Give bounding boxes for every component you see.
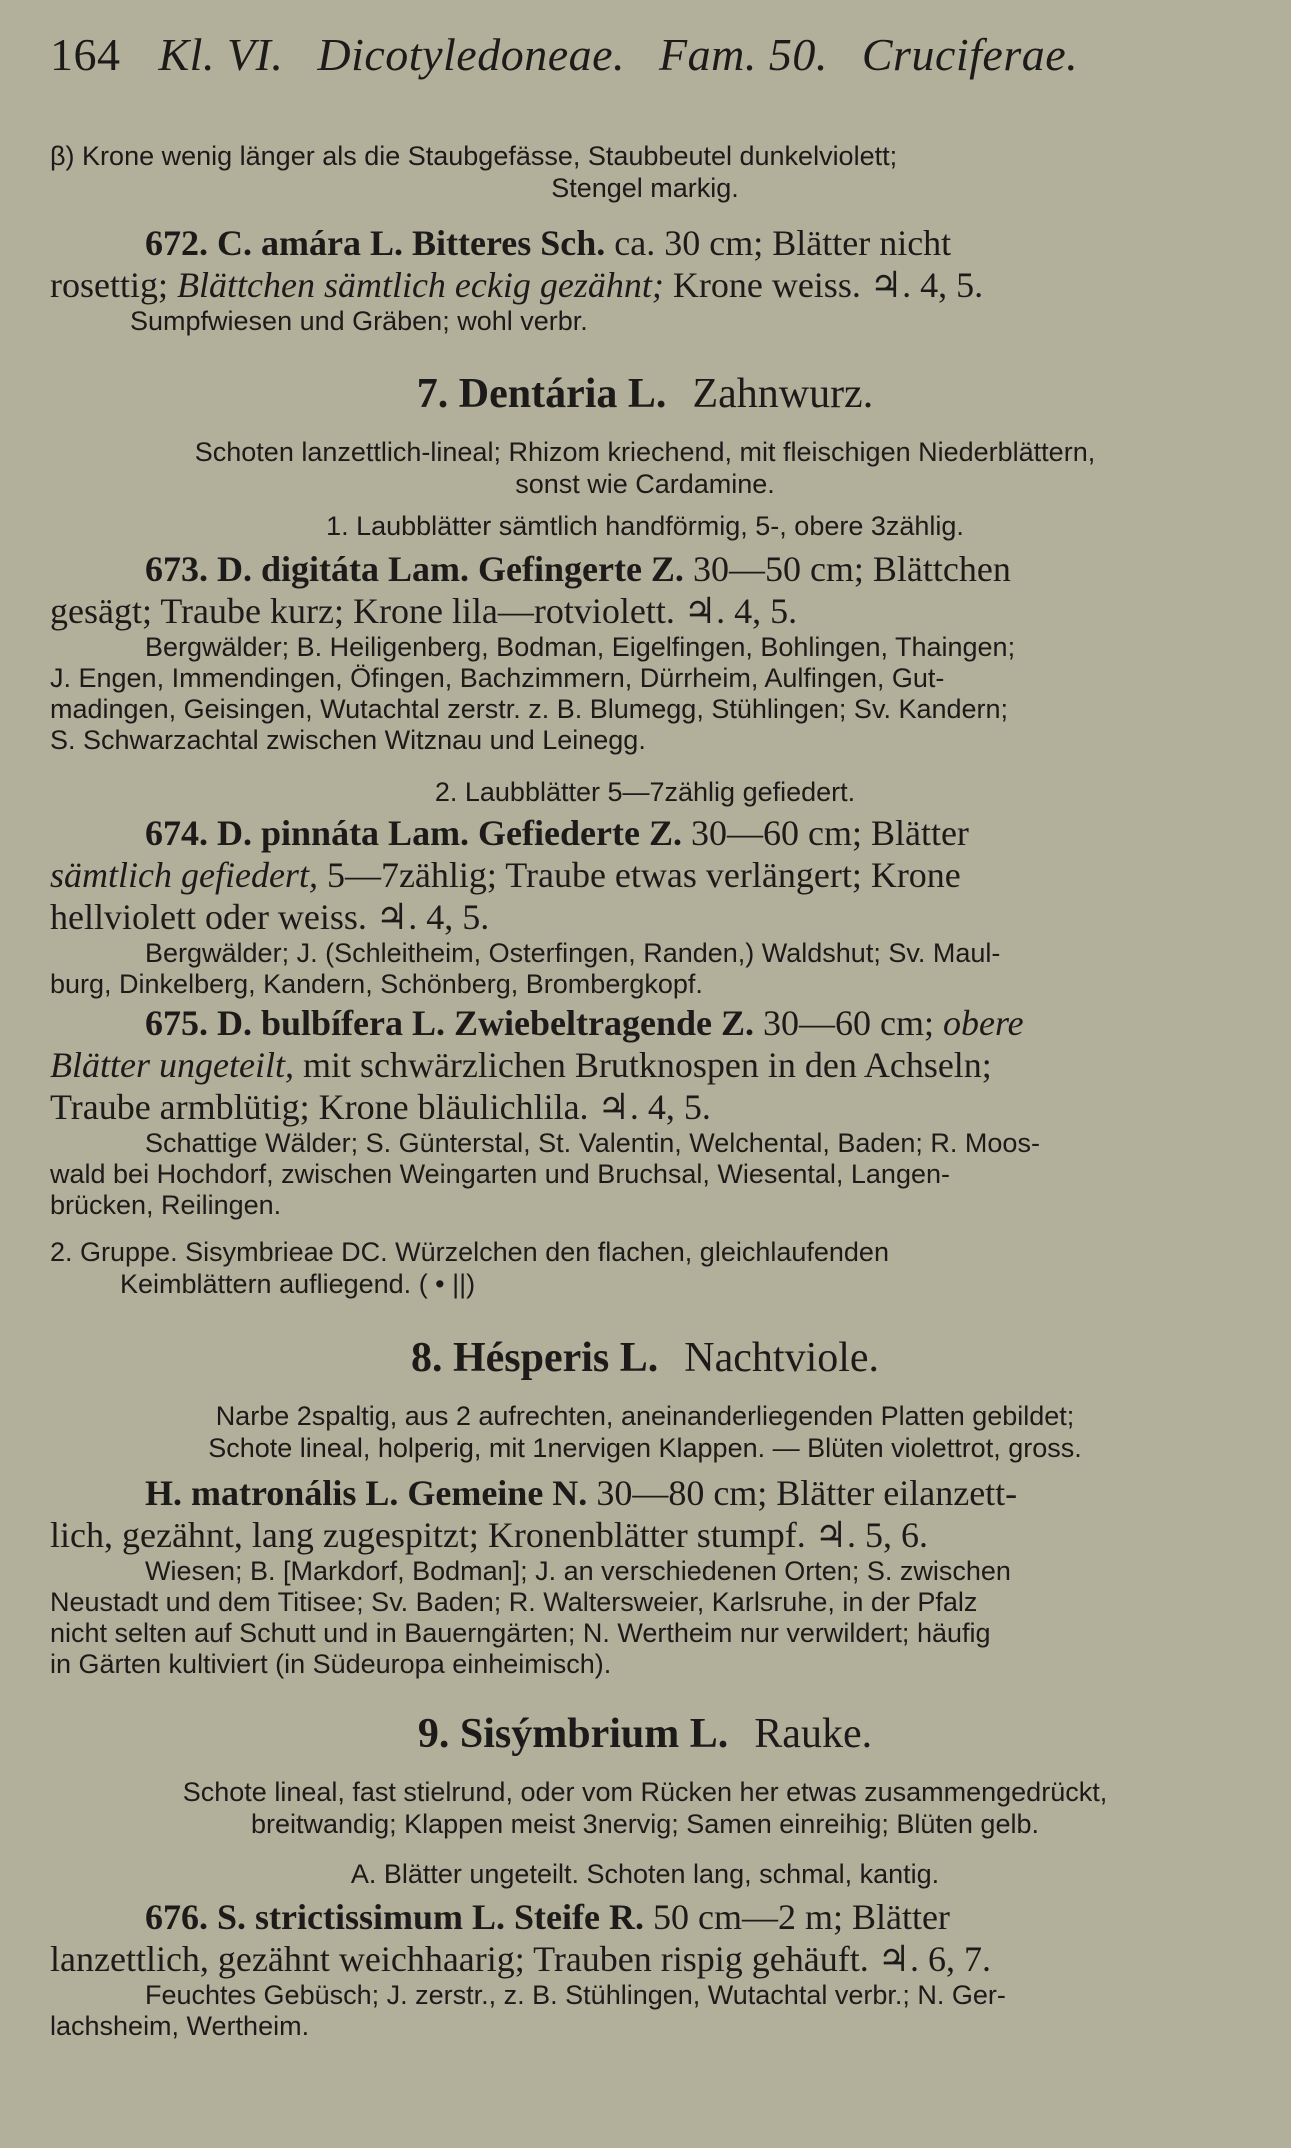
group-2-note <box>50 1236 1240 1300</box>
species-hesperis-loc-4: in Gärten kultiviert (in Südeuropa einheimisch). <box>50 1649 612 1679</box>
species-672-line-2-italic: Blättchen sämtlich eckig gezähnt; <box>176 265 664 305</box>
species-675-line-2-italic: Blätter ungeteilt, <box>50 1045 294 1085</box>
beta-note <box>50 140 1240 204</box>
species-hesperis <box>50 1472 1240 1680</box>
species-672-name: 672. C. amára L. Bitteres Sch. <box>145 223 606 263</box>
species-675 <box>50 1002 1240 1221</box>
group-2-line-1: 2. Gruppe. Sisymbrieae DC. Würzelchen den flachen, gleichlaufenden <box>50 1237 889 1267</box>
species-672-line-1: ca. 30 cm; Blätter nicht <box>614 223 952 263</box>
header-class: Kl. VI. <box>158 29 284 80</box>
group-2-line-2: Keimblättern aufliegend. ( • ||) <box>120 1269 476 1299</box>
species-673-loc-1: Bergwälder; B. Heiligenberg, Bodman, Eigelfingen, Bohlingen, Thaingen; <box>145 632 1016 662</box>
key-a: A. Blätter ungeteilt. Schoten lang, schmal, kantig. <box>350 1859 940 1889</box>
species-674-line-2: 5—7zählig; Traube etwas verlängert; Krone <box>317 855 961 895</box>
genus-9-name: 9. Sisýmbrium L. <box>417 1711 729 1757</box>
beta-marker: β) <box>50 141 75 171</box>
species-675-loc-2: wald bei Hochdorf, zwischen Weingarten und Bruchsal, Wiesental, Langen- <box>50 1159 950 1189</box>
species-675-name: 675. D. bulbífera L. Zwiebeltragende Z. <box>145 1003 754 1043</box>
genus-8-desc-line-2: Schote lineal, holperig, mit 1nervigen Klappen. — Blüten violettrot, gross. <box>208 1433 1082 1463</box>
species-673-line-1: 30—50 cm; Blättchen <box>692 549 1011 589</box>
genus-7-common-name: Zahnwurz. <box>692 371 874 417</box>
genus-9-desc-line-2: breitwandig; Klappen meist 3nervig; Samen einreihig; Blüten gelb. <box>251 1809 1039 1839</box>
species-676-line-2: lanzettlich, gezähnt weichhaarig; Trauben rispig gehäuft. ♃. 6, 7. <box>50 1939 992 1979</box>
species-676-line-1: 50 cm—2 m; Blätter <box>652 1897 950 1937</box>
key-1: 1. Laubblätter sämtlich handförmig, 5-, obere 3zählig. <box>326 511 964 541</box>
species-672-line-2b: Krone weiss. ♃. 4, 5. <box>663 265 984 305</box>
genus-7-heading <box>50 370 1240 418</box>
species-675-line-1-italic: obere <box>942 1003 1024 1043</box>
genus-9-desc-line-1: Schote lineal, fast stielrund, oder vom Rücken her etwas zusammengedrückt, <box>182 1777 1108 1807</box>
species-673-loc-4: S. Schwarzachtal zwischen Witznau und Leinegg. <box>50 725 646 755</box>
page-number: 164 <box>50 29 121 80</box>
species-673-loc-3: madingen, Geisingen, Wutachtal zerstr. z. B. Blumegg, Stühlingen; Sv. Kandern; <box>50 694 1009 724</box>
species-675-loc-3: brücken, Reilingen. <box>50 1190 282 1220</box>
species-673 <box>50 548 1240 756</box>
genus-9-heading <box>50 1710 1240 1758</box>
header-family-number: Fam. 50. <box>659 29 828 80</box>
species-672-line-2a: rosettig; <box>50 265 177 305</box>
species-hesperis-loc-3: nicht selten auf Schutt und in Bauerngärten; N. Wertheim nur verwildert; häufig <box>50 1618 991 1648</box>
species-hesperis-loc-1: Wiesen; B. [Markdorf, Bodman]; J. an verschiedenen Orten; S. zwischen <box>145 1556 1011 1586</box>
species-674-loc-1: Bergwälder; J. (Schleitheim, Osterfingen, Randen,) Waldshut; Sv. Maul- <box>145 938 1001 968</box>
genus-7-description <box>50 436 1240 500</box>
genus-7-desc-line-2: sonst wie Cardamine. <box>515 469 775 499</box>
species-673-line-2: gesägt; Traube kurz; Krone lila—rotviolett. ♃. 4, 5. <box>50 591 798 631</box>
species-676-loc-1: Feuchtes Gebüsch; J. zerstr., z. B. Stühlingen, Wutachtal verbr.; N. Ger- <box>145 1980 1006 2010</box>
species-673-name: 673. D. digitáta Lam. Gefingerte Z. <box>145 549 684 589</box>
species-674-line-3: hellviolett oder weiss. ♃. 4, 5. <box>50 897 490 937</box>
key-2: 2. Laubblätter 5—7zählig gefiedert. <box>434 777 856 807</box>
species-hesperis-loc-2: Neustadt und dem Titisee; Sv. Baden; R. Waltersweier, Karlsruhe, in der Pfalz <box>50 1587 978 1617</box>
species-674-name: 674. D. pinnáta Lam. Gefiederte Z. <box>145 813 682 853</box>
species-hesperis-name: H. matronális L. Gemeine N. <box>145 1473 588 1513</box>
genus-8-common-name: Nachtviole. <box>684 1335 880 1381</box>
species-hesperis-line-1: 30—80 cm; Blätter eilanzett- <box>596 1473 1018 1513</box>
species-674-line-1: 30—60 cm; Blätter <box>690 813 969 853</box>
species-672-locations: Sumpfwiesen und Gräben; wohl verbr. <box>130 306 588 336</box>
beta-line-2: Stengel markig. <box>551 173 739 203</box>
species-hesperis-line-2: lich, gezähnt, lang zugespitzt; Kronenblätter stumpf. ♃. 5, 6. <box>50 1515 929 1555</box>
species-674 <box>50 812 1240 1000</box>
species-675-line-3: Traube armblütig; Krone bläulichlila. ♃. 4, 5. <box>50 1087 711 1127</box>
genus-8-name: 8. Hésperis L. <box>410 1335 659 1381</box>
beta-line-1: Krone wenig länger als die Staubgefässe, Staubbeutel dunkelviolett; <box>82 141 898 171</box>
species-674-line-2-italic: sämtlich gefiedert, <box>50 855 318 895</box>
genus-7-desc-line-1: Schoten lanzettlich-lineal; Rhizom kriechend, mit fleischigen Niederblättern, <box>194 437 1096 467</box>
page-header <box>50 28 1100 81</box>
species-675-line-2: mit schwärzlichen Brutknospen in den Achseln; <box>293 1045 992 1085</box>
genus-9-common-name: Rauke. <box>754 1711 873 1757</box>
header-division: Dicotyledoneae. <box>317 29 626 80</box>
species-676-name: 676. S. strictissimum L. Steife R. <box>145 1897 644 1937</box>
species-675-loc-1: Schattige Wälder; S. Günterstal, St. Valentin, Welchental, Baden; R. Moos- <box>145 1128 1040 1158</box>
species-672 <box>50 222 1240 337</box>
species-675-line-1: 30—60 cm; <box>763 1003 943 1043</box>
genus-8-desc-line-1: Narbe 2spaltig, aus 2 aufrechten, aneinanderliegenden Platten gebildet; <box>215 1401 1075 1431</box>
header-family: Cruciferae. <box>861 29 1079 80</box>
species-676 <box>50 1896 1240 2042</box>
species-673-loc-2: J. Engen, Immendingen, Öfingen, Bachzimmern, Dürrheim, Aulfingen, Gut- <box>50 663 945 693</box>
genus-8-heading <box>50 1334 1240 1382</box>
genus-8-description <box>50 1400 1240 1464</box>
genus-7-name: 7. Dentária L. <box>416 371 667 417</box>
species-676-loc-2: lachsheim, Wertheim. <box>50 2011 310 2041</box>
species-674-loc-2: burg, Dinkelberg, Kandern, Schönberg, Brombergkopf. <box>50 969 703 999</box>
genus-9-description <box>50 1776 1240 1840</box>
